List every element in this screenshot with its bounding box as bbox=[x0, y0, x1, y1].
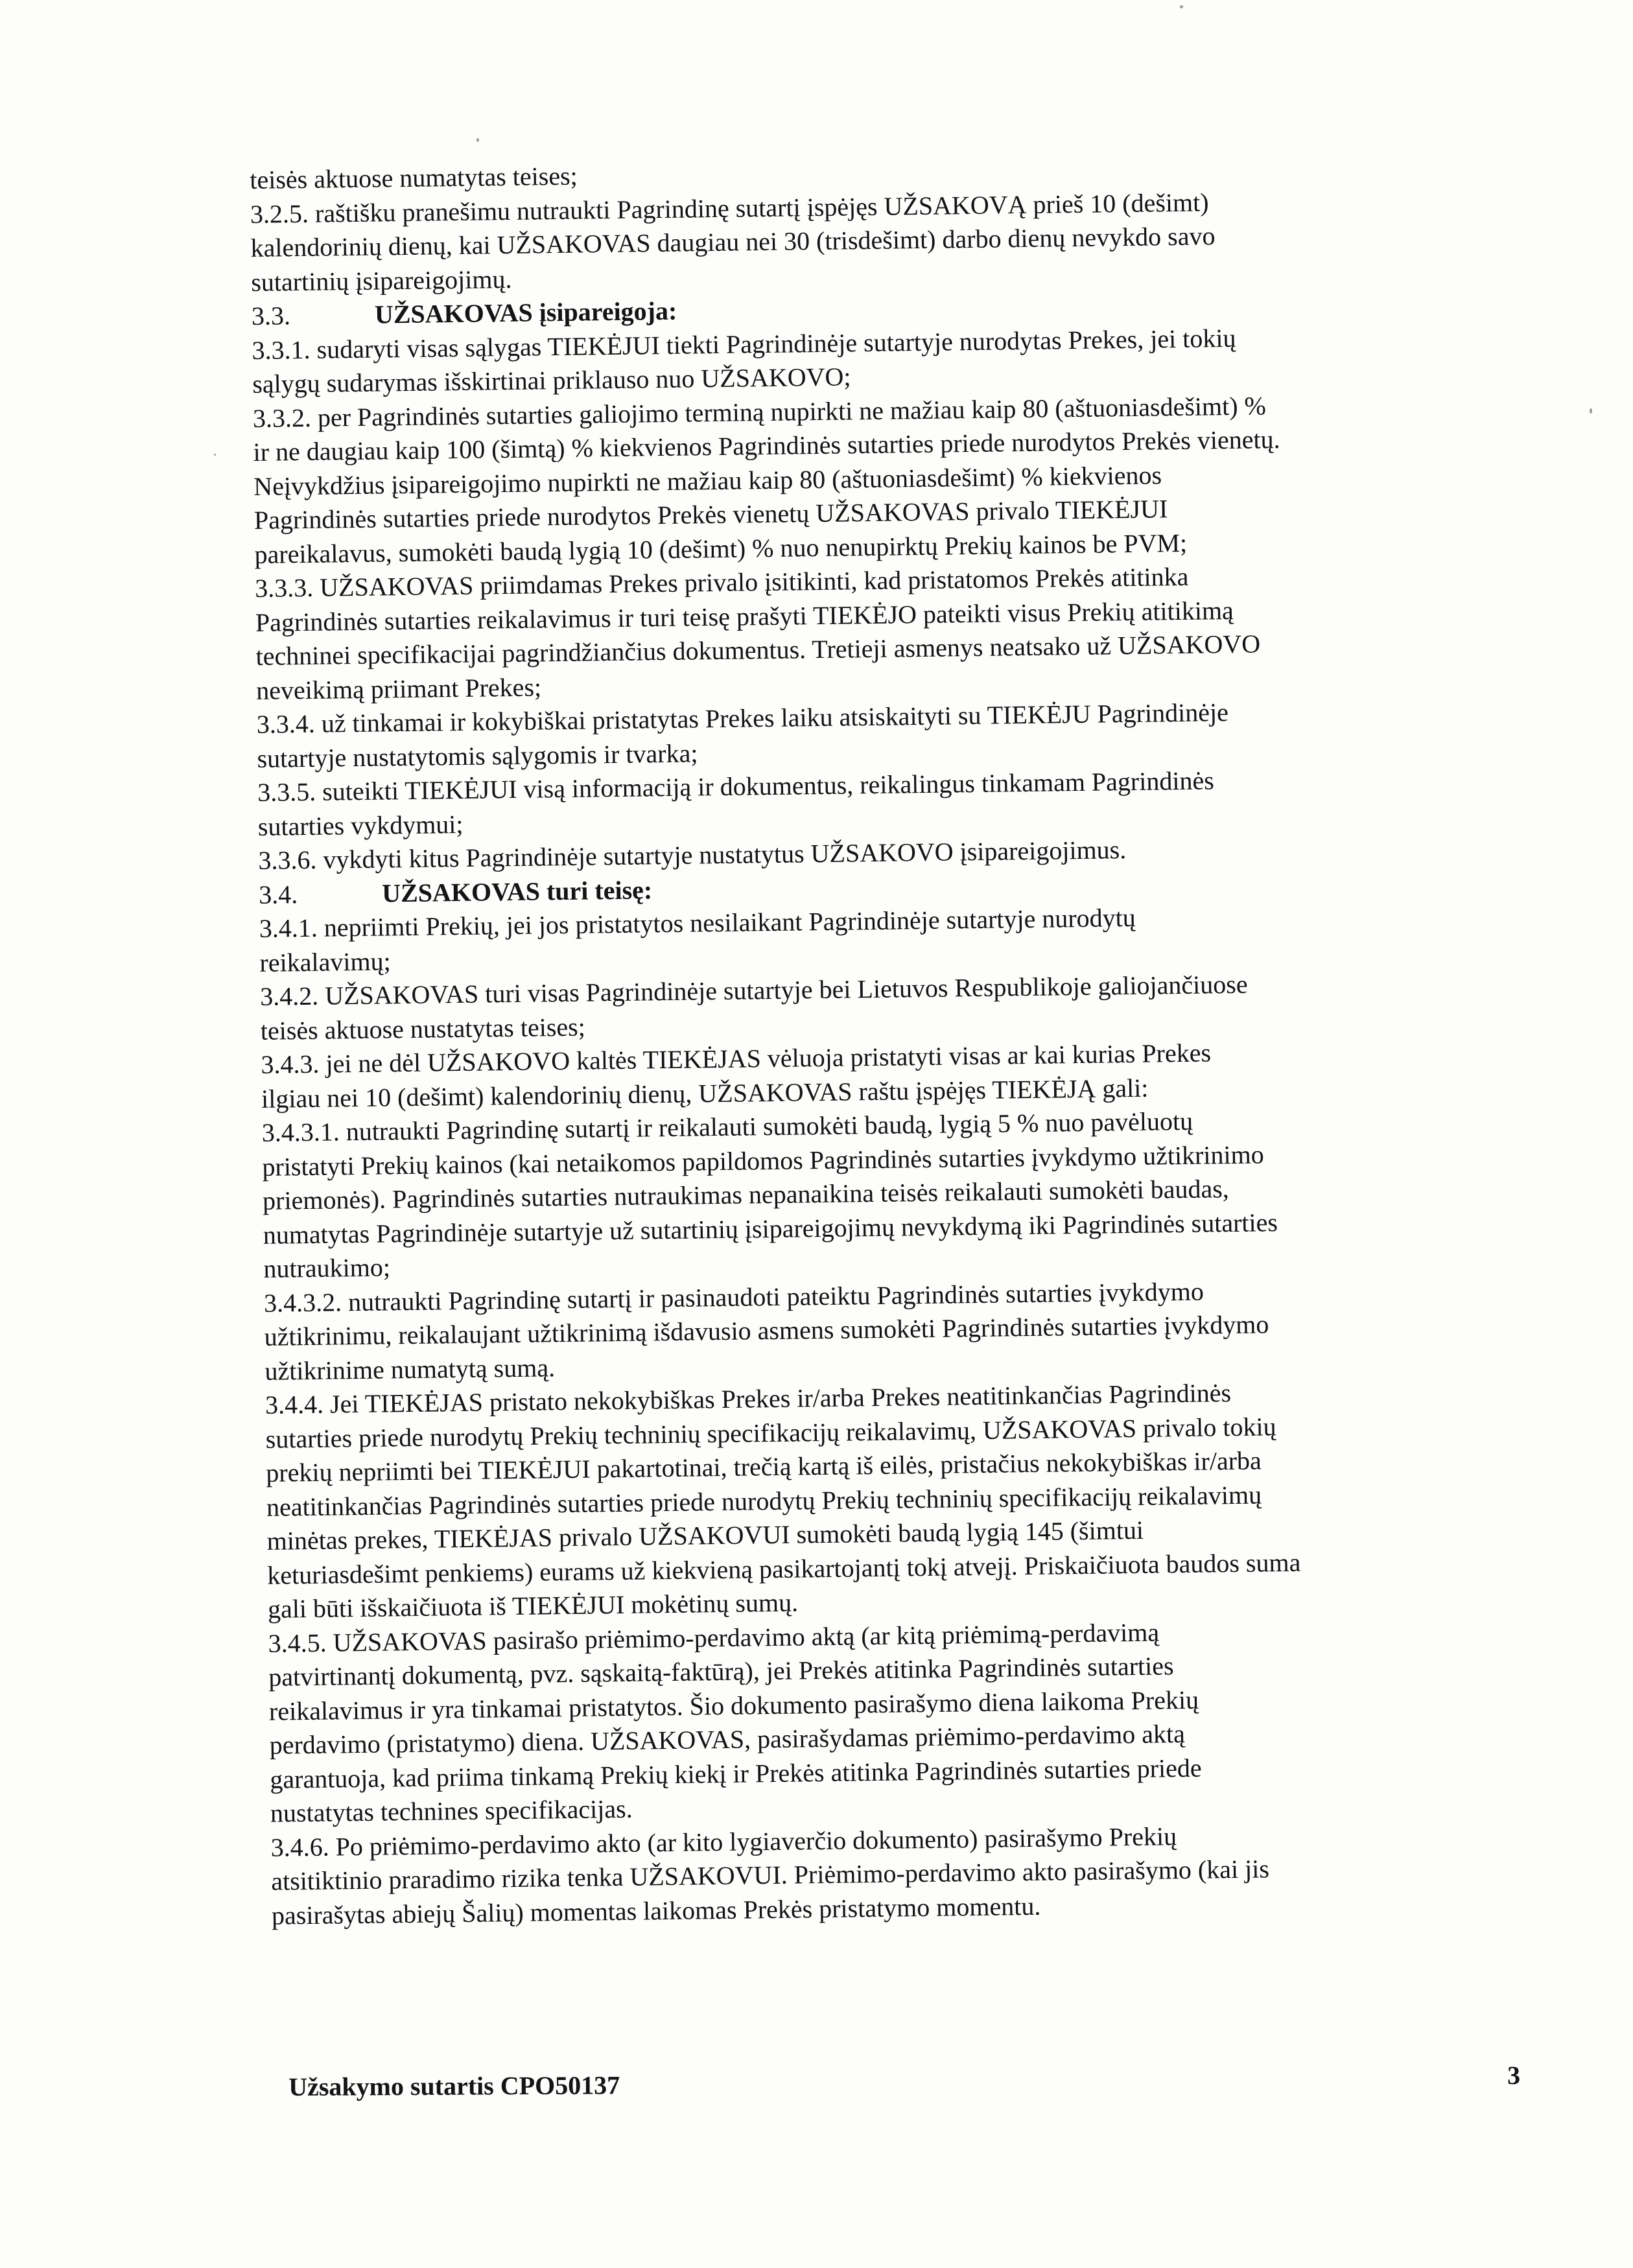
scan-speck bbox=[1180, 5, 1183, 8]
section-heading-obligations: UŽSAKOVAS įsipareigoja: bbox=[374, 296, 677, 329]
text-line: 3.3.2. per Pagrindinės sutarties galiojimo terminą nupirkti ne mažiau kaip 80 (aštuoniasdešimt) % bbox=[252, 390, 1267, 433]
text-line: pareikalavus, sumokėti baudą lygią 10 (dešimt) % nuo nenupirktų Prekių kainos be PVM; bbox=[254, 528, 1188, 569]
section-heading-rights: UŽSAKOVAS turi teisę: bbox=[381, 874, 653, 908]
text-line: sutarties priede nurodytų Prekių techninių specifikacijų reikalavimų, UŽSAKOVAS privalo tokių bbox=[265, 1411, 1276, 1454]
text-line: sutarties vykdymui; bbox=[257, 809, 464, 841]
text-line: nustatytas technines specifikacijas. bbox=[270, 1794, 633, 1828]
scan-speck bbox=[1590, 408, 1592, 414]
text-line: priemonės). Pagrindinės sutarties nutraukimas nepanaikina teisės reikalauti sumokėti baudas, bbox=[262, 1174, 1230, 1215]
text-line: neatitinkančias Pagrindinės sutarties priede nurodytų Prekių techninių specifikacijų reikalavimų bbox=[266, 1480, 1262, 1522]
text-line: 3.3.3. UŽSAKOVAS priimdamas Prekes privalo įsitikinti, kad pristatomos Prekės atitinka bbox=[254, 561, 1189, 603]
text-line: pristatyti Prekių kainos (kai netaikomos papildomos Pagrindinės sutarties įvykdymo užtikrinimo bbox=[262, 1139, 1264, 1182]
section-number: 3.4. bbox=[258, 879, 298, 909]
text-line: sutartyje nustatytomis sąlygomis ir tvarka; bbox=[257, 738, 698, 773]
text-line: perdavimo (pristatymo) diena. UŽSAKOVAS, pasirašydamas priėmimo-perdavimo aktą bbox=[269, 1719, 1186, 1760]
contract-body-text bbox=[250, 147, 1549, 1933]
text-line: 3.3.5. suteikti TIEKĖJUI visą informaciją ir dokumentus, reikalingus tinkamam Pagrindinės bbox=[257, 766, 1215, 807]
text-line: 3.4.3.1. nutraukti Pagrindinę sutartį ir reikalauti sumokėti baudą, lygią 5 % nuo pavėluotų bbox=[261, 1106, 1193, 1147]
text-line: 3.4.6. Po priėmimo-perdavimo akto (ar kito lygiaverčio dokumento) pasirašymo Prekių bbox=[270, 1821, 1177, 1862]
text-line: ilgiau nei 10 (dešimt) kalendorinių dienų, UŽSAKOVAS raštu įspėjęs TIEKĖJĄ gali: bbox=[261, 1073, 1149, 1114]
text-line: 3.3.4. už tinkamai ir kokybiškai pristatytas Prekes laiku atsiskaityti su TIEKĖJU Pagrindinėje bbox=[256, 697, 1229, 739]
text-line: 3.4.5. UŽSAKOVAS pasirašo priėmimo-perdavimo aktą (ar kitą priėmimą-perdavimą bbox=[268, 1617, 1160, 1658]
section-number: 3.3. bbox=[251, 301, 291, 331]
scan-speck bbox=[476, 138, 479, 142]
text-line: teisės aktuose numatytas teises; bbox=[250, 161, 578, 194]
page-footer bbox=[288, 2061, 1521, 2101]
text-line: sutartinių įsipareigojimų. bbox=[251, 264, 512, 297]
text-line: keturiasdešimt penkiems) eurams už kiekvieną pasikartojantį tokį atvejį. Priskaičiuota baudos suma bbox=[267, 1547, 1301, 1590]
text-line: prekių nepriimti bei TIEKĖJUI pakartotinai, trečią kartą iš eilės, pristačius nekokybiškas ir/arba bbox=[266, 1445, 1262, 1488]
text-line: patvirtinantį dokumentą, pvz. sąskaitą-faktūrą), jei Prekės atitinka Pagrindinės sutarties bbox=[268, 1651, 1174, 1692]
text-line: ir ne daugiau kaip 100 (šimtą) % kiekvienos Pagrindinės sutarties priede nurodytos Prekės vienetų. bbox=[253, 425, 1280, 467]
text-line: kalendorinių dienų, kai UŽSAKOVAS daugiau nei 30 (trisdešimt) darbo dienų nevykdo savo bbox=[250, 221, 1216, 263]
text-line: atsitiktinio praradimo rizika tenka UŽSAKOVUI. Priėmimo-perdavimo akto pasirašymo (kai jis bbox=[271, 1854, 1270, 1896]
text-line: 3.4.4. Jei TIEKĖJAS pristato nekokybiškas Prekes ir/arba Prekes neatitinkančias Pagrindinės bbox=[264, 1378, 1232, 1420]
text-line: 3.4.3. jei ne dėl UŽSAKOVO kaltės TIEKĖJAS vėluoja pristatyti visas ar kai kurias Prekes bbox=[261, 1038, 1212, 1079]
text-line: Pagrindinės sutarties priede nurodytos Prekės vienetų UŽSAKOVAS privalo TIEKĖJUI bbox=[253, 494, 1168, 535]
text-line: pasirašytas abiejų Šalių) momentas laikomas Prekės pristatymo momentu. bbox=[271, 1891, 1041, 1930]
text-line: sąlygų sudarymas išskirtinai priklauso nuo UŽSAKOVO; bbox=[252, 362, 851, 399]
text-line: Neįvykdžius įsipareigojimo nupirkti ne mažiau kaip 80 (aštuoniasdešimt) % kiekvienos bbox=[253, 460, 1162, 501]
text-line: Pagrindinės sutarties reikalavimus ir turi teisę prašyti TIEKĖJO pateikti visus Prekių atitikimą bbox=[255, 595, 1234, 637]
text-line: 3.4.2. UŽSAKOVAS turi visas Pagrindinėje sutartyje bei Lietuvos Respublikoje galiojančiuose bbox=[259, 969, 1248, 1011]
footer-contract-title: Užsakymo sutartis CPO50137 bbox=[288, 2070, 620, 2101]
text-line: reikalavimų; bbox=[259, 946, 391, 977]
text-line: reikalavimus ir yra tinkamai pristatytos. Šio dokumento pasirašymo diena laikoma Prekių bbox=[268, 1685, 1199, 1726]
text-line: techninei specifikacijai pagrindžiančius dokumentus. Tretieji asmenys neatsako už UŽSAKOVO bbox=[255, 629, 1261, 671]
text-line: gali būti išskaičiuota iš TIEKĖJUI mokėtinų sumų. bbox=[267, 1587, 799, 1624]
text-line: 3.3.6. vykdyti kitus Pagrindinėje sutartyje nustatytus UŽSAKOVO įsipareigojimus. bbox=[258, 835, 1127, 875]
text-line: minėtas prekes, TIEKĖJAS privalo UŽSAKOVUI sumokėti baudą lygią 145 (šimtui bbox=[266, 1515, 1144, 1556]
text-line: užtikrinime numatytą sumą. bbox=[264, 1352, 556, 1386]
text-line: 3.3.1. sudaryti visas sąlygas TIEKĖJUI tiekti Pagrindinėje sutartyje nurodytas Prekes, jei tokių bbox=[252, 323, 1236, 365]
scan-speck bbox=[214, 454, 216, 456]
text-line: nutraukimo; bbox=[263, 1252, 391, 1283]
text-line: garantuoja, kad priima tinkamą Prekių kiekį ir Prekės atitinka Pagrindinės sutarties priede bbox=[270, 1753, 1202, 1794]
text-line: neveikimą priimant Prekes; bbox=[255, 672, 542, 705]
text-line: 3.4.1. nepriimti Prekių, jei jos pristatytos nesilaikant Pagrindinėje sutartyje nurodytų bbox=[259, 902, 1136, 943]
text-line: teisės aktuose nustatytas teises; bbox=[260, 1012, 586, 1046]
page-number: 3 bbox=[1507, 2061, 1521, 2090]
text-line: užtikrinimu, reikalaujant užtikrinimą išdavusio asmens sumokėti Pagrindinės sutarties įvykdymo bbox=[264, 1309, 1269, 1351]
text-line: 3.4.3.2. nutraukti Pagrindinę sutartį ir pasinaudoti pateiktu Pagrindinės sutarties įvykdymo bbox=[263, 1276, 1204, 1318]
text-line: 3.2.5. raštišku pranešimu nutraukti Pagrindinę sutartį įspėjęs UŽSAKOVĄ prieš 10 (dešimt) bbox=[250, 187, 1209, 229]
text-line: numatytas Pagrindinėje sutartyje už sutartinių įsipareigojimų nevykdymą iki Pagrindinės sutarties bbox=[263, 1207, 1278, 1250]
